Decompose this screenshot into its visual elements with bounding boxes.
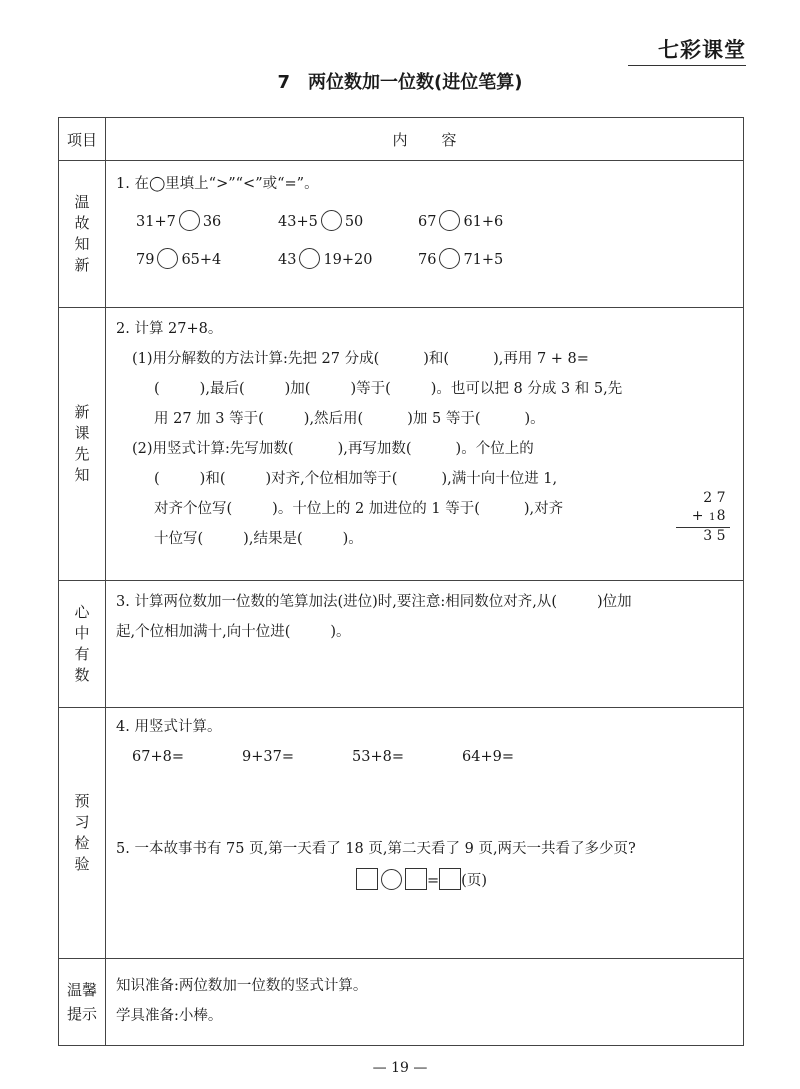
compare-item: 67 61+6 [418,207,503,237]
section-review-row [59,161,744,308]
section-new-label: 新课先知 [59,308,106,581]
q2-part2-line4: 十位写( ),结果是( )。 [154,531,363,547]
q5-equation: = (页) [356,866,487,896]
compare-item: 76 71+5 [418,245,503,275]
page-title [0,68,800,94]
page-number: — 19 — [372,1060,428,1076]
answer-circle[interactable] [321,210,342,231]
lesson-title: 两位数加一位数(进位笔算) [308,72,523,93]
section-check-content [106,708,744,959]
answer-circle[interactable] [439,210,460,231]
q4-problem: 53+8= [352,749,404,765]
section-recap-row [59,581,744,708]
brand-logo [628,34,746,68]
compare-item: 43+5 50 [278,207,363,237]
section-recap-content [106,581,744,708]
q4-problem: 67+8= [132,749,184,765]
q2-part1-line1: (1)用分解数的方法计算:先把 27 分成( )和( ),再用 7 + 8= [132,351,589,367]
tip-knowledge: 知识准备:两位数加一位数的竖式计算。 [116,978,368,994]
q4-problem: 64+9= [462,749,514,765]
q2-part2-line2: ( )和( )对齐,个位相加等于( ),满十向十位进 1, [154,471,558,487]
answer-box[interactable] [439,868,461,890]
q1-heading: 1. 在◯里填上“>”“<”或“=”。 [116,176,319,192]
answer-circle[interactable] [179,210,200,231]
section-tips-row [59,959,744,1046]
section-new-row [59,308,744,581]
compare-item: 43 19+20 [278,245,373,275]
brand-underline [628,65,746,66]
vertical-addend: 8 [716,507,726,524]
q2-part1-line2: ( ),最后( )加( )等于( )。也可以把 8 分成 3 和 5,先 [154,381,623,397]
answer-box[interactable] [405,868,427,890]
section-new-content [106,308,744,581]
lesson-number: 7 [277,72,291,93]
brand-text: 七彩课堂 [658,38,746,62]
header-item: 项目 [59,118,106,161]
table-header-row [59,118,744,161]
vertical-result: 3 5 [703,527,726,544]
q5-text: 5. 一本故事书有 75 页,第一天看了 18 页,第二天看了 9 页,两天一共看了多少页? [116,841,636,857]
answer-circle[interactable] [157,248,178,269]
section-recap-label: 心中有数 [59,581,106,708]
q2-heading: 2. 计算 27+8。 [116,321,223,337]
section-review-content [106,161,744,308]
vertical-plus: + [691,507,704,524]
q2-part2-line1: (2)用竖式计算:先写加数( ),再写加数( )。个位上的 [132,441,534,457]
header-content: 内容 [106,118,744,161]
vertical-top: 2 7 [703,489,726,506]
compare-item: 31+7 36 [136,207,221,237]
answer-box[interactable] [356,868,378,890]
section-check-row [59,708,744,959]
q3-line1: 3. 计算两位数加一位数的笔算加法(进位)时,要注意:相同数位对齐,从( )位加 [116,594,632,610]
compare-item: 79 65+4 [136,245,221,275]
q4-heading: 4. 用竖式计算。 [116,719,222,735]
tip-tools: 学具准备:小棒。 [116,1008,223,1024]
operator-circle[interactable] [381,869,402,890]
section-tips-content [106,959,744,1046]
section-review-label: 温故知新 [59,161,106,308]
answer-circle[interactable] [299,248,320,269]
worksheet-table [58,117,744,1046]
answer-circle[interactable] [439,248,460,269]
q2-part1-line3: 用 27 加 3 等于( ),然后用( )加 5 等于( )。 [154,411,545,427]
q3-line2: 起,个位相加满十,向十位进( )。 [116,624,351,640]
vertical-carry: 1 [709,511,716,523]
section-tips-label: 温馨 提示 [59,959,106,1046]
section-check-label: 预习检验 [59,708,106,959]
q4-problem: 9+37= [242,749,294,765]
q2-part2-line3: 对齐个位写( )。十位上的 2 加进位的 1 等于( ),对齐 [154,501,564,517]
